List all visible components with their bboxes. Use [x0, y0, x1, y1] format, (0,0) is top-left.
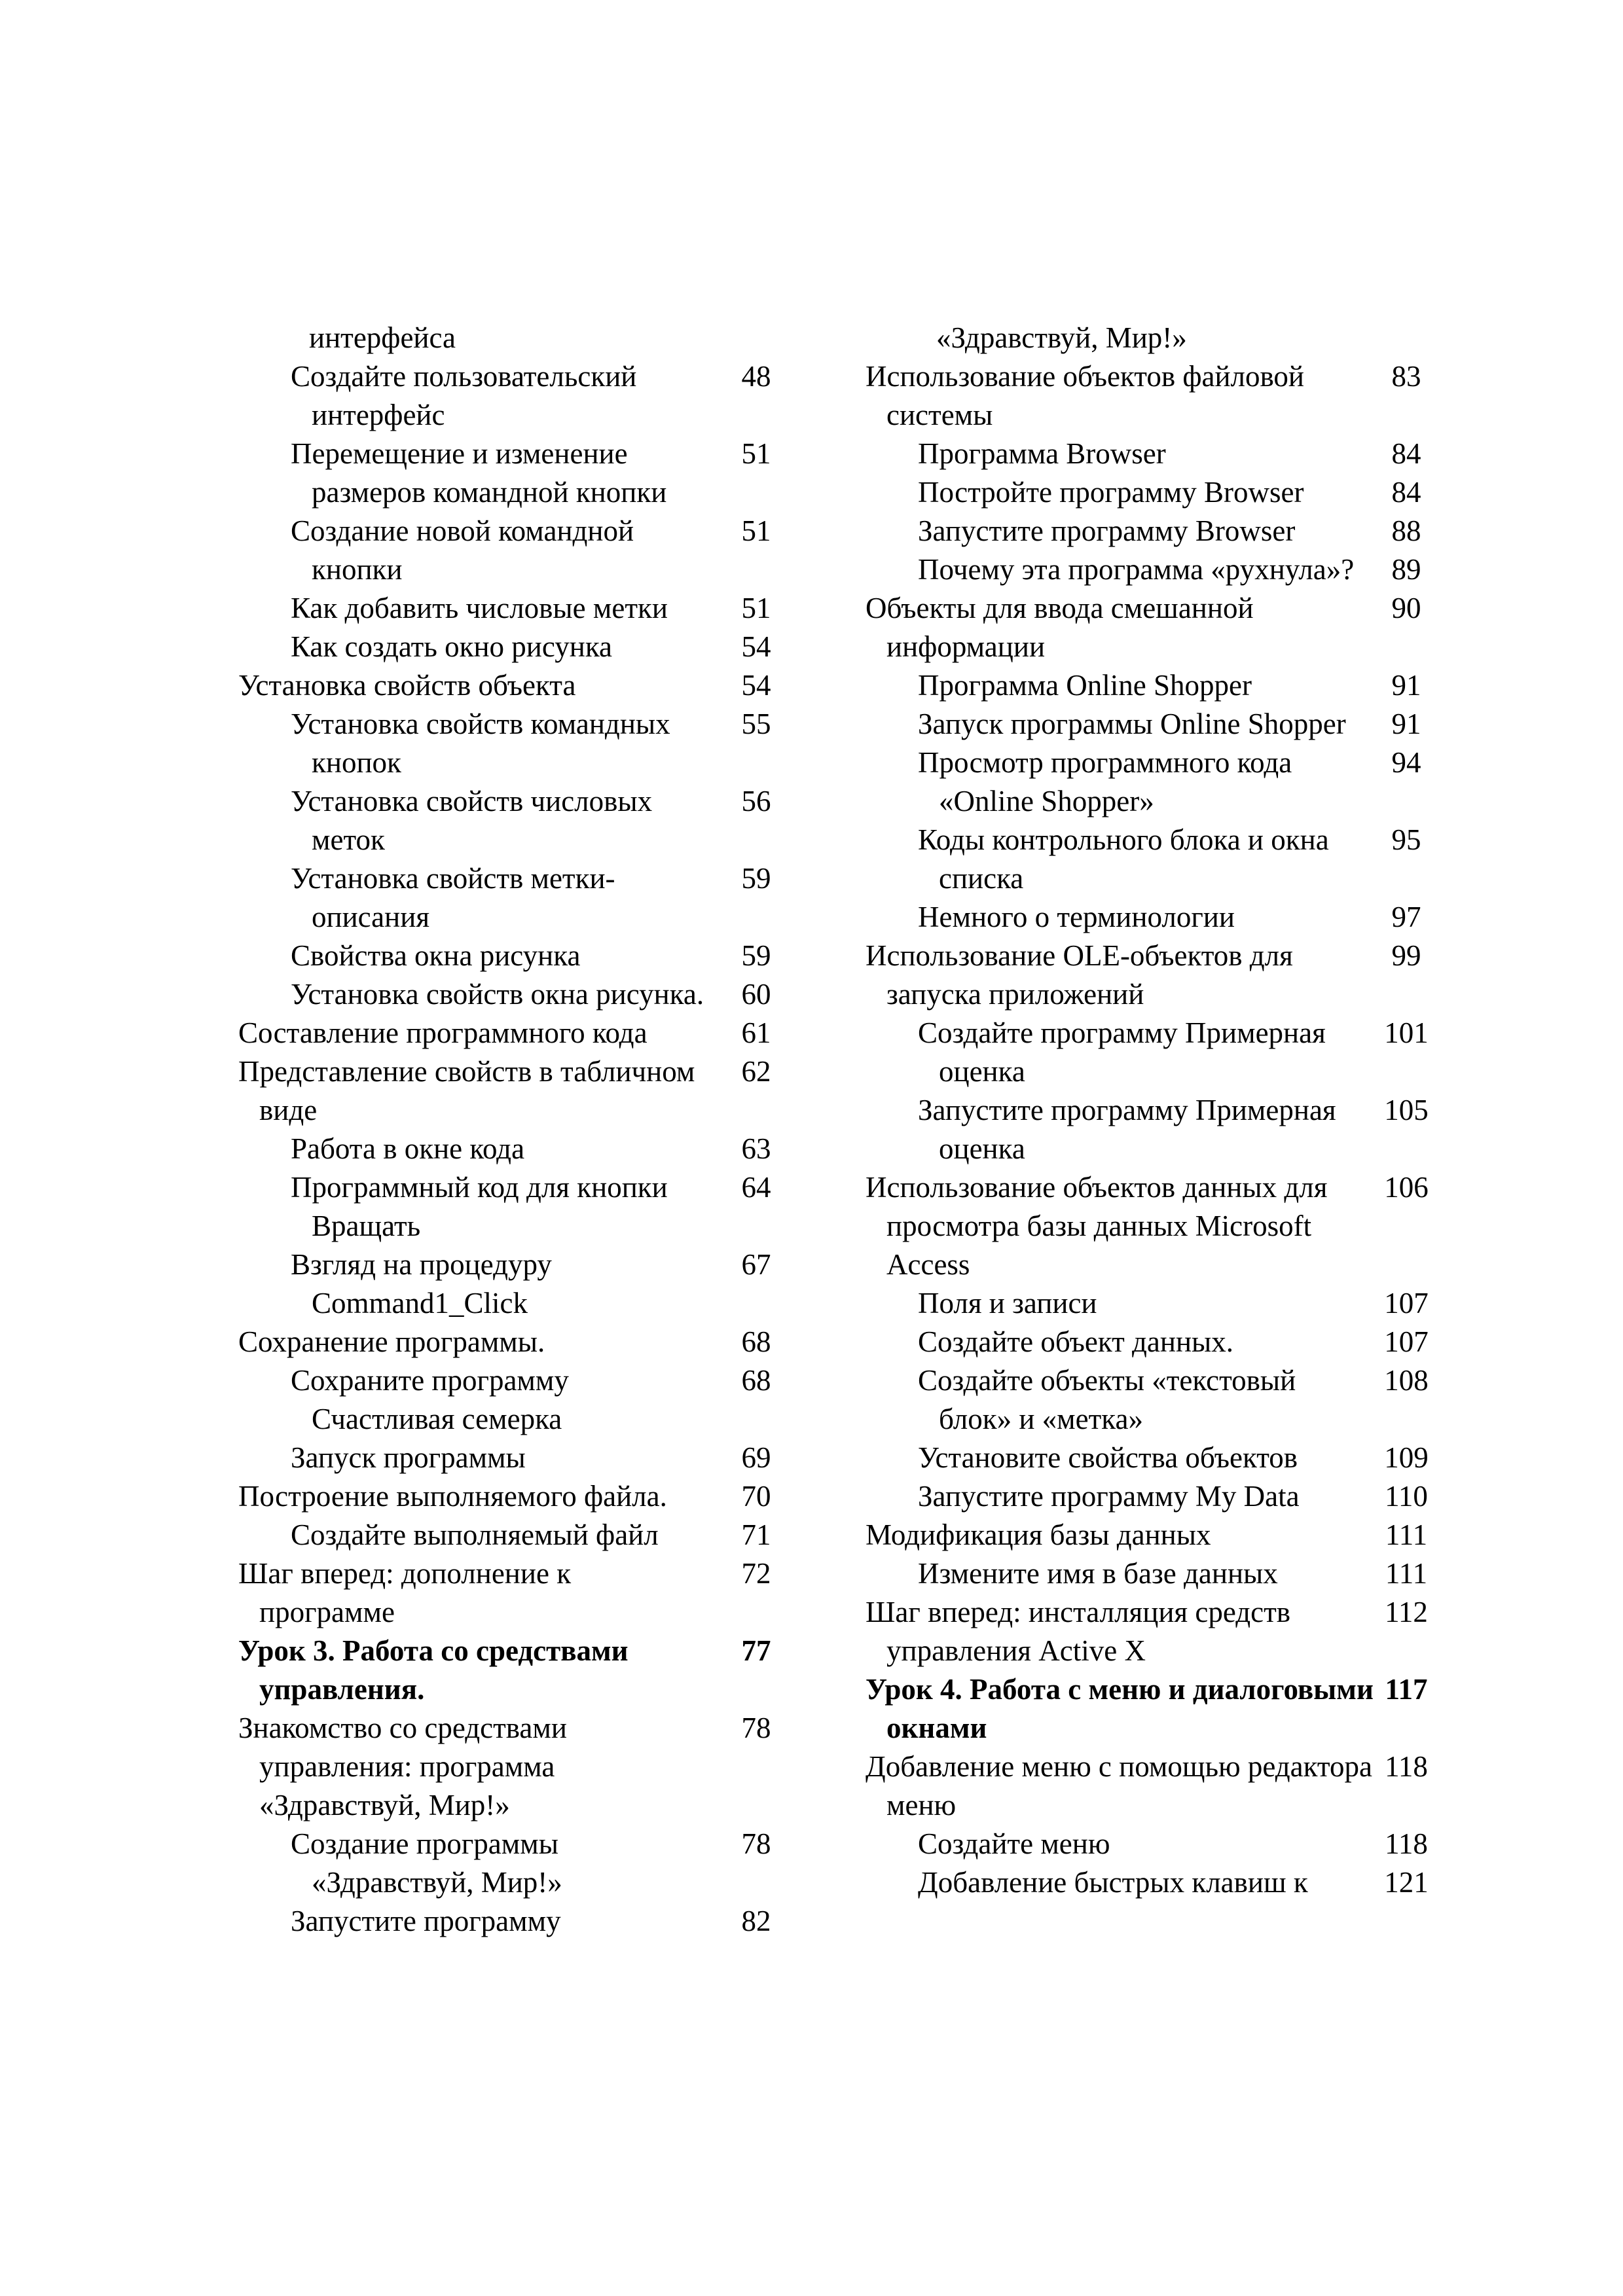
- toc-entry-title: Добавление меню с помощью редактора меню: [866, 1750, 1372, 1821]
- toc-entry: [238, 1168, 792, 1246]
- toc-entry: [866, 357, 1431, 435]
- toc-entry: [866, 589, 1431, 666]
- toc-entry: [866, 1014, 1431, 1091]
- toc-entry: [866, 1361, 1431, 1439]
- toc-entry: [238, 1902, 792, 1941]
- toc-page-number: 59: [741, 939, 771, 972]
- toc-entry-title: Немного о терминологии: [918, 901, 1235, 933]
- toc-entry-title: Представление свойств в табличном виде: [238, 1055, 695, 1126]
- toc-page-number: 107: [1384, 1325, 1429, 1358]
- toc-entry: [238, 1361, 792, 1439]
- toc-entry-title: Шаг вперед: инсталляция средств управления Active X: [866, 1596, 1290, 1667]
- toc-entry-title: Постройте программу Browser: [918, 476, 1304, 509]
- toc-entry-title: Объекты для ввода смешанной информации: [866, 592, 1254, 663]
- toc-entry-title: Измените имя в базе данных: [918, 1557, 1278, 1590]
- toc-page-number: 90: [1391, 592, 1421, 624]
- toc-entry: [866, 473, 1431, 512]
- toc-entry: [866, 1477, 1431, 1516]
- toc-entry-title: интерфейса: [309, 321, 456, 354]
- toc-entry-title: Установите свойства объектов: [918, 1441, 1298, 1474]
- toc-entry: [866, 512, 1431, 550]
- toc-entry: [866, 1091, 1431, 1168]
- toc-page-number: 101: [1384, 1016, 1429, 1049]
- toc-entry: [238, 705, 792, 782]
- toc-entry-title: Коды контрольного блока и окна списка: [918, 823, 1329, 895]
- toc-entry-title: Использование объектов файловой системы: [866, 360, 1305, 431]
- toc-page-number: 51: [741, 592, 771, 624]
- toc-entry-title: Добавление быстрых клавиш к: [918, 1866, 1308, 1899]
- toc-entry: [238, 357, 792, 435]
- toc-page-number: 71: [741, 1518, 771, 1551]
- toc-entry-title: Создайте объекты «текстовый блок» и «метка»: [918, 1364, 1296, 1435]
- toc-entry: [866, 1825, 1431, 1863]
- toc-page-number: 91: [1391, 708, 1421, 740]
- toc-page-number: 84: [1391, 476, 1421, 509]
- toc-page-number: 117: [1385, 1673, 1428, 1706]
- toc-entry-title: Использование OLE-объектов для запуска приложений: [866, 939, 1293, 1011]
- toc-entry: [238, 1554, 792, 1632]
- toc-entry-title: Взгляд на процедуру Command1_Click: [291, 1248, 552, 1319]
- toc-page-number: 51: [741, 514, 771, 547]
- toc-page-number: 54: [741, 630, 771, 663]
- toc-entry: [238, 859, 792, 937]
- toc-left-column: [238, 319, 792, 1941]
- toc-entry: [238, 1709, 792, 1825]
- toc-entry-title: Почему эта программа «рухнула»?: [918, 553, 1355, 586]
- toc-entry-title: Создайте выполняемый файл: [291, 1518, 659, 1551]
- toc-entry: [866, 666, 1431, 705]
- toc-page-number: 82: [741, 1905, 771, 1937]
- toc-page-number: 54: [741, 669, 771, 702]
- toc-entry: [866, 1863, 1431, 1902]
- toc-entry-title: Установка свойств командных кнопок: [291, 708, 670, 779]
- toc-entry: [238, 1516, 792, 1554]
- toc-entry-title: «Здравствуй, Мир!»: [936, 321, 1187, 354]
- toc-page-number: 68: [741, 1325, 771, 1358]
- toc-entry: [238, 937, 792, 975]
- toc-page-number: 109: [1384, 1441, 1429, 1474]
- toc-page-number: 56: [741, 785, 771, 817]
- toc-page-number: 111: [1385, 1557, 1428, 1590]
- toc-page-number: 72: [741, 1557, 771, 1590]
- toc-page-number: 77: [741, 1634, 771, 1667]
- toc-entry: [866, 1168, 1431, 1284]
- toc-entry: [238, 1130, 792, 1168]
- toc-page-number: 112: [1385, 1596, 1428, 1628]
- toc-entry-title: Программный код для кнопки Вращать: [291, 1171, 668, 1242]
- toc-entry: [866, 1516, 1431, 1554]
- toc-entry: [238, 1477, 792, 1516]
- toc-entry: [238, 1014, 792, 1052]
- toc-lesson-heading: [238, 1632, 792, 1709]
- toc-page-number: 105: [1384, 1094, 1429, 1126]
- toc-entry: [866, 550, 1431, 589]
- toc-page-number: 78: [741, 1827, 771, 1860]
- toc-entry: [238, 666, 792, 705]
- toc-page-number: 61: [741, 1016, 771, 1049]
- toc-entry-title: Запустите программу: [291, 1905, 561, 1937]
- toc-entry: [238, 319, 792, 357]
- toc-entry-title: Запустите программу My Data: [918, 1480, 1300, 1513]
- toc-entry: [238, 435, 792, 512]
- toc-page-number: 83: [1391, 360, 1421, 393]
- toc-page-number: 84: [1391, 437, 1421, 470]
- toc-entry-title: Программа Online Shopper: [918, 669, 1252, 702]
- toc-page-number: 62: [741, 1055, 771, 1088]
- toc-page-number: 59: [741, 862, 771, 895]
- toc-entry: [238, 628, 792, 666]
- toc-page-number: 63: [741, 1132, 771, 1165]
- toc-entry: [238, 1439, 792, 1477]
- toc-entry-title: Урок 3. Работа со средствами управления.: [238, 1634, 629, 1706]
- toc-entry-title: Как добавить числовые метки: [291, 592, 668, 624]
- toc-page-number: 107: [1384, 1287, 1429, 1319]
- toc-page-number: 48: [741, 360, 771, 393]
- toc-page-number: 70: [741, 1480, 771, 1513]
- toc-entry: [866, 1554, 1431, 1593]
- toc-entry-title: Построение выполняемого файла.: [238, 1480, 667, 1513]
- toc-entry-title: Установка свойств метки-описания: [291, 862, 615, 933]
- toc-entry: [866, 1593, 1431, 1670]
- toc-entry-title: Создайте программу Примерная оценка: [918, 1016, 1326, 1088]
- toc-page-number: 121: [1384, 1866, 1429, 1899]
- toc-page-number: 91: [1391, 669, 1421, 702]
- toc-entry-title: Работа в окне кода: [291, 1132, 525, 1165]
- toc-entry: [866, 435, 1431, 473]
- toc-entry-title: Составление программного кода: [238, 1016, 647, 1049]
- toc-entry: [866, 937, 1431, 1014]
- toc-entry-title: Использование объектов данных для просмотра базы данных Microsoft Access: [866, 1171, 1328, 1281]
- toc-page-number: 60: [741, 978, 771, 1011]
- toc-page-number: 55: [741, 708, 771, 740]
- toc-entry-title: Свойства окна рисунка: [291, 939, 581, 972]
- toc-entry-title: Поля и записи: [918, 1287, 1097, 1319]
- toc-entry: [238, 1323, 792, 1361]
- toc-entry: [238, 589, 792, 628]
- toc-entry: [866, 1323, 1431, 1361]
- toc-entry: [866, 821, 1431, 898]
- toc-entry: [866, 1748, 1431, 1825]
- toc-page-number: 88: [1391, 514, 1421, 547]
- toc-entry-title: Запуск программы: [291, 1441, 526, 1474]
- toc-page-number: 118: [1385, 1750, 1428, 1783]
- toc-entry: [866, 898, 1431, 937]
- toc-entry-title: Запуск программы Online Shopper: [918, 708, 1346, 740]
- toc-page-number: 99: [1391, 939, 1421, 972]
- toc-entry-title: Программа Browser: [918, 437, 1166, 470]
- toc-entry-title: Просмотр программного кода «Online Shopper»: [918, 746, 1292, 817]
- toc-page-number: 67: [741, 1248, 771, 1281]
- toc-page-number: 110: [1385, 1480, 1428, 1513]
- toc-entry-title: Как создать окно рисунка: [291, 630, 612, 663]
- toc-entry: [866, 744, 1431, 821]
- toc-lesson-heading: [866, 1670, 1431, 1748]
- toc-entry-title: Сохраните программу Счастливая семерка: [291, 1364, 569, 1435]
- toc-entry-title: Создайте меню: [918, 1827, 1110, 1860]
- toc-entry: [238, 1246, 792, 1323]
- toc-page-number: 69: [741, 1441, 771, 1474]
- toc-right-column: [866, 319, 1431, 1902]
- toc-page-number: 64: [741, 1171, 771, 1204]
- toc-entry-title: Запустите программу Browser: [918, 514, 1296, 547]
- toc-entry-title: Знакомство со средствами управления: программа «Здравствуй, Мир!»: [238, 1712, 567, 1821]
- toc-entry: [866, 705, 1431, 744]
- toc-page-number: 106: [1384, 1171, 1429, 1204]
- toc-entry: [866, 1439, 1431, 1477]
- toc-entry-title: Установка свойств числовых меток: [291, 785, 653, 856]
- toc-entry: [238, 975, 792, 1014]
- toc-page-number: 95: [1391, 823, 1421, 856]
- toc-entry-title: Создание новой командной кнопки: [291, 514, 634, 586]
- toc-page-number: 118: [1385, 1827, 1428, 1860]
- toc-page-number: 78: [741, 1712, 771, 1744]
- toc-entry-title: Создайте объект данных.: [918, 1325, 1234, 1358]
- toc-entry: [238, 782, 792, 859]
- toc-page-number: 89: [1391, 553, 1421, 586]
- toc-page-number: 94: [1391, 746, 1421, 779]
- toc-entry: [866, 319, 1431, 357]
- toc-page-number: 97: [1391, 901, 1421, 933]
- toc-entry-title: Модификация базы данных: [866, 1518, 1211, 1551]
- toc-page-number: 68: [741, 1364, 771, 1397]
- toc-page-number: 108: [1384, 1364, 1429, 1397]
- toc-entry-title: Запустите программу Примерная оценка: [918, 1094, 1336, 1165]
- toc-entry: [238, 1825, 792, 1902]
- toc-entry-title: Создание программы «Здравствуй, Мир!»: [291, 1827, 562, 1899]
- toc-page-number: 111: [1385, 1518, 1428, 1551]
- toc-entry-title: Установка свойств окна рисунка.: [291, 978, 704, 1011]
- toc-entry: [866, 1284, 1431, 1323]
- toc-entry-title: Шаг вперед: дополнение к программе: [238, 1557, 572, 1628]
- toc-entry-title: Создайте пользовательский интерфейс: [291, 360, 637, 431]
- toc-entry-title: Перемещение и изменение размеров командной кнопки: [291, 437, 667, 509]
- toc-entry-title: Установка свойств объекта: [238, 669, 576, 702]
- toc-entry: [238, 1052, 792, 1130]
- toc-entry-title: Урок 4. Работа с меню и диалоговыми окнами: [866, 1673, 1374, 1744]
- toc-entry: [238, 512, 792, 589]
- toc-page-number: 51: [741, 437, 771, 470]
- toc-entry-title: Сохранение программы.: [238, 1325, 545, 1358]
